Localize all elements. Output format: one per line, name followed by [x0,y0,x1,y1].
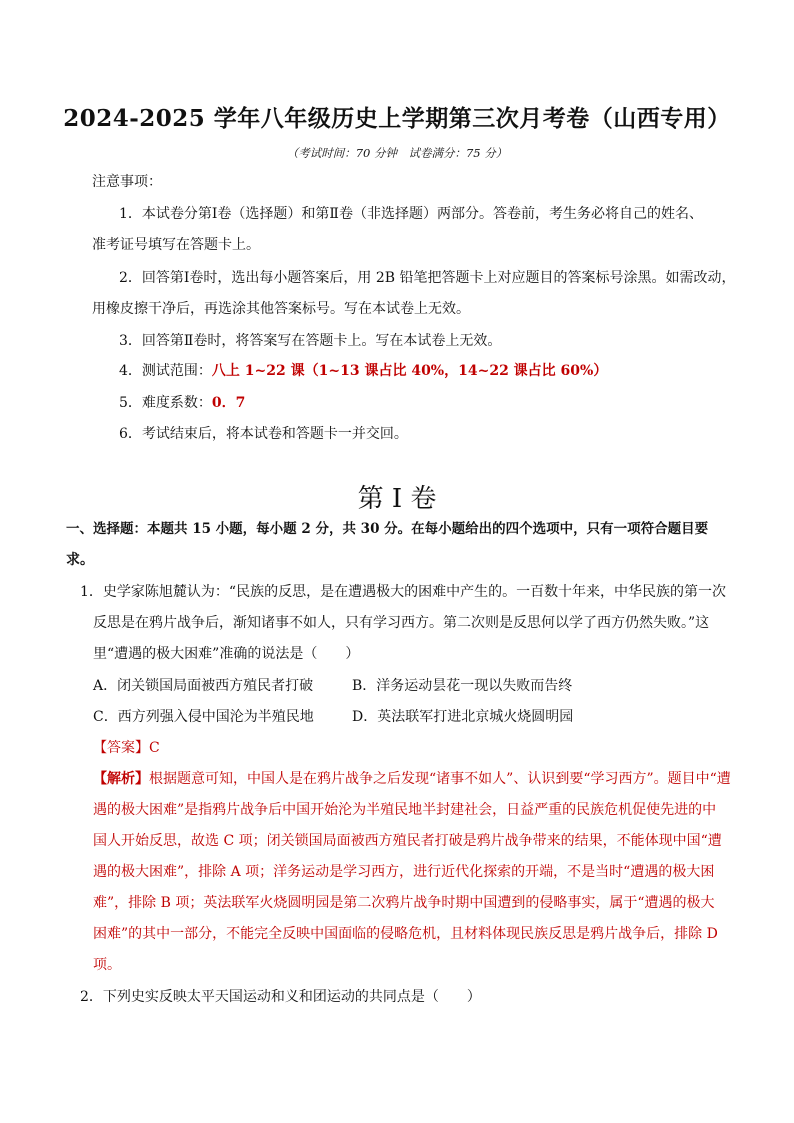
page-title: 2024-2025 学年八年级历史上学期第三次月考卷（山西专用） [63,105,731,132]
note-2-line-2: 用橡皮擦干净后，再选涂其他答案标号。写在本试卷上无效。 [92,301,470,317]
q1-stem-line-2: 反思是在鸦片战争后，渐知诸事不如人，只有学习西方。第二次则是反思何以学了西方仍然失败。”这 [93,615,710,631]
q1-analysis-line-6: 困难”的其中一部分，不能完全反映中国面临的侵略危机，且材料体现民族反思是鸦片战争后，排除 D [93,926,718,942]
q1-analysis-line-7: 项。 [93,957,121,973]
analysis-text-1: 根据题意可知，中国人是在鸦片战争之后发现“诸事不如人”、认识到要“学习西方”。题目中“遭 [149,771,731,787]
note-3: 3．回答第Ⅱ卷时，将答案写在答题卡上。写在本试卷上无效。 [119,333,502,349]
notes-heading: 注意事项： [92,174,162,190]
note-1-line-1: 1．本试卷分第Ⅰ卷（选择题）和第Ⅱ卷（非选择题）两部分。答卷前，考生务必将自己的姓名、 [119,206,703,222]
q1-analysis-line-4: 遇的极大困难”，排除 A 项；洋务运动是学习西方，进行近代化探索的开端，不是当时“遭遇的极大困 [93,864,715,880]
q1-answer: 【答案】C [93,740,160,756]
q1-option-d: D．英法联军打进北京城火烧圆明园 [352,709,574,725]
note-1-line-2: 准考证号填写在答题卡上。 [92,237,260,253]
exam-info: （考试时间：70 分钟 试卷满分：75 分） [286,146,508,160]
q1-option-c: C．西方列强入侵中国沦为半殖民地 [93,709,314,725]
difficulty-value: 0．7 [211,395,246,411]
note-2-line-1: 2．回答第Ⅰ卷时，选出每小题答案后，用 2B 铅笔把答题卡上对应题目的答案标号涂黑。如需改动， [119,270,736,286]
note-6: 6．考试结束后，将本试卷和答题卡一并交回。 [119,426,408,442]
q1-analysis-line-2: 遇的极大困难”是指鸦片战争后中国开始沦为半殖民地半封建社会，日益严重的民族危机促使先进的中 [93,802,717,818]
note-4-label: 4．测试范围： [119,363,212,379]
q1-option-a: A．闭关锁国局面被西方殖民者打破 [93,678,314,694]
q1-analysis-line-1 [93,769,731,789]
q1-option-b: B．洋务运动昙花一现以失败而告终 [352,678,573,694]
analysis-tag: 【解析】 [93,771,149,787]
q1-analysis-line-5: 难”，排除 B 项；英法联军火烧圆明园是第二次鸦片战争时期中国遭到的侵略事实，属于“遭遇的极大 [93,895,715,911]
q1-stem-line-3: 里“遭遇的极大困难”准确的说法是（ ） [93,646,360,662]
section-heading-line-1: 一、选择题：本题共 15 小题，每小题 2 分，共 30 分。在每小题给出的四个选项中，只有一项符合题目要 [66,521,709,537]
q1-analysis-line-3: 国人开始反思，故选 C 项；闭关锁国局面被西方殖民者打破是鸦片战争带来的结果，不能体现中国“遭 [93,833,722,849]
q1-stem-line-1: 1．史学家陈旭麓认为：“民族的反思，是在遭遇极大的困难中产生的。一百数十年来，中华民族的第一次 [80,584,727,600]
section-heading-line-2: 求。 [66,552,94,568]
note-5-label: 5．难度系数： [119,395,212,411]
test-scope: 八上 1~22 课（1~13 课占比 40%，14~22 课占比 60%） [211,363,608,379]
volume-title: 第 I 卷 [357,484,437,514]
note-4 [119,361,607,381]
note-5 [119,393,245,413]
q2-stem-line-1: 2．下列史实反映太平天国运动和义和团运动的共同点是（ ） [80,989,481,1005]
